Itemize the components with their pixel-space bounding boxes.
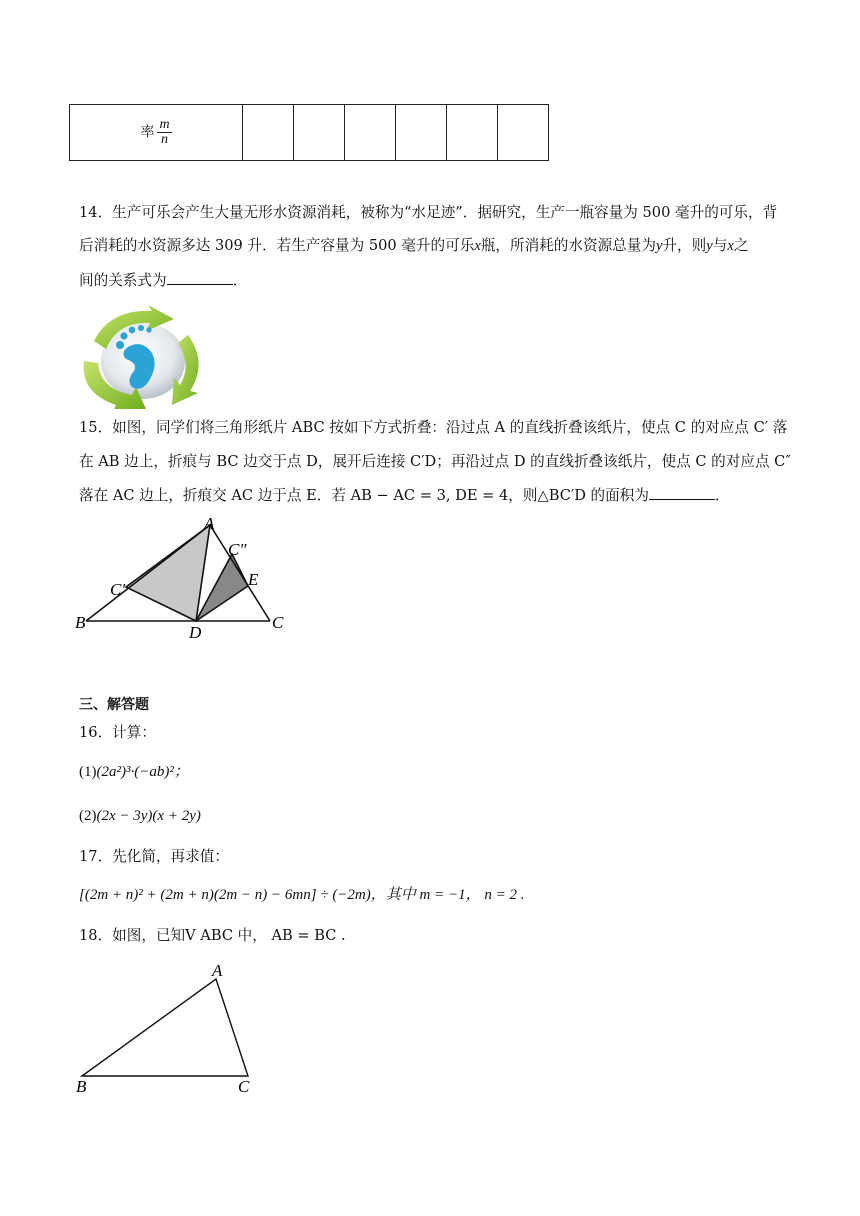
section-heading: 三、解答题 [79, 697, 149, 713]
q17-expression: [(2m + n)² + (2m + n)(2m − n) − 6mn] ÷ (−2m)，其中 m = −1， n = 2 . [79, 887, 525, 903]
label-A: A [212, 961, 223, 980]
q16-part-1: (1)(2a²)³·(−ab)²； [79, 764, 189, 780]
folded-triangle-figure [72, 510, 302, 640]
q14-line-2: 后消耗的水资源多达 309 升．若生产容量为 500 毫升的可乐x瓶，所消耗的水资源总量为y升，则y与x之 [79, 237, 749, 254]
q16-part-2: (2)(2x − 3y)(x + 2y) [79, 808, 201, 824]
shaded-triangle-AC1D [126, 525, 210, 621]
answer-blank[interactable] [649, 485, 715, 500]
table-cell [396, 105, 447, 161]
fraction-m-over-n: $\frac{m}{n}$ [159, 117, 170, 147]
answer-blank[interactable] [167, 270, 233, 285]
table-label: 率 [140, 124, 155, 141]
label-A: A [204, 514, 215, 533]
label-C-prime: C′ [110, 580, 126, 599]
table-cell [345, 105, 396, 161]
table-cell [243, 105, 294, 161]
q15-line-1: 15．如图，同学们将三角形纸片 ABC 按如下方式折叠：沿过点 A 的直线折叠该纸片，使点 C 的对应点 C′ 落 [79, 419, 788, 436]
label-C: C [272, 613, 284, 632]
label-B: B [76, 1077, 87, 1096]
table-cell [294, 105, 345, 161]
q17-title: 17．先化简，再求值： [79, 848, 229, 865]
q15-line-2: 在 AB 边上，折痕与 BC 边交于点 D，展开后连接 C′D；再沿过点 D 的直线折叠该纸片，使点 C 的对应点 C″ [79, 453, 791, 470]
label-D: D [189, 623, 202, 640]
table-cell [498, 105, 549, 161]
footprint-recycle-icon [76, 305, 210, 409]
label-B: B [75, 613, 86, 632]
q15-line-3: 落在 AC 边上，折痕交 AC 边于点 E．若 AB − AC = 3, DE = 4，则△BC′D 的面积为 ． [79, 487, 730, 504]
table-label-cell [70, 105, 243, 161]
triangle-abc-figure [72, 958, 262, 1098]
label-C: C [238, 1077, 250, 1096]
q14-line-1: 14．生产可乐会产生大量无形水资源消耗，被称为“水足迹”．据研究，生产一瓶容量为 500 毫升的可乐，背 [79, 204, 778, 221]
q16-title: 16．计算： [79, 724, 156, 741]
triangle-abc [82, 979, 248, 1076]
label-E: E [248, 570, 259, 589]
q14-line-3: 间的关系式为 ． [79, 272, 248, 289]
q18-title: 18．如图，已知V ABC 中， AB = BC . [79, 927, 346, 944]
table-cell [447, 105, 498, 161]
frequency-table [69, 104, 549, 161]
label-C-double-prime: C″ [228, 540, 247, 559]
